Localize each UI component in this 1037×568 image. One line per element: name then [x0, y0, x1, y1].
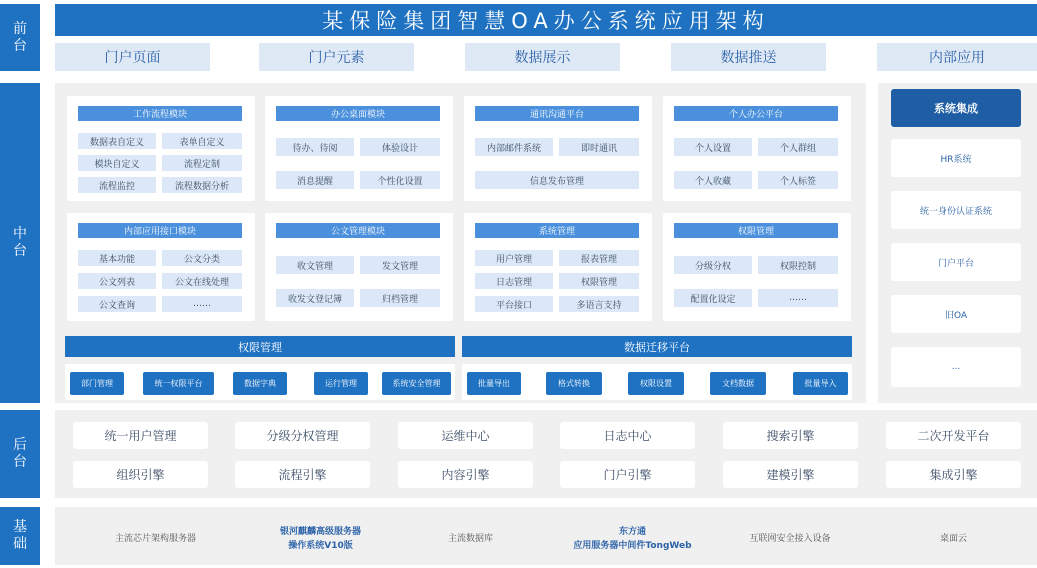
- back-item: 日志中心: [560, 422, 695, 449]
- module-item: 模块自定义: [78, 155, 156, 171]
- bar-button[interactable]: 数据字典: [233, 372, 287, 395]
- module-item: 基本功能: [78, 250, 156, 266]
- base-item: [73, 521, 238, 557]
- module-item: 消息提醒: [276, 171, 354, 189]
- back-item: 搜索引擎: [723, 422, 858, 449]
- integration-item: ...: [891, 347, 1021, 387]
- back-item: 门户引擎: [560, 461, 695, 488]
- base-item: [403, 521, 538, 557]
- base-item: [886, 521, 1021, 557]
- base-item-line: 主流数据库: [447, 534, 493, 544]
- module-item: 即时通讯: [559, 138, 639, 156]
- base-item-line: 操作系统V10版: [288, 541, 353, 551]
- module-item: 收发文登记簿: [276, 289, 354, 307]
- bar-button[interactable]: 系统安全管理: [382, 372, 451, 395]
- back-item: 建模引擎: [723, 461, 858, 488]
- integration-item: HR系统: [891, 139, 1021, 177]
- integration-item: 统一身份认证系统: [891, 191, 1021, 229]
- bar-button[interactable]: 统一权限平台: [143, 372, 214, 395]
- back-item: 内容引擎: [398, 461, 533, 488]
- module-title: 系统管理: [475, 223, 639, 238]
- integration-item: 门户平台: [891, 243, 1021, 281]
- base-item-line: 银河麒麟高级服务器: [279, 527, 361, 537]
- module-item: ……: [758, 289, 838, 307]
- layer-label-middle: 中台: [0, 83, 40, 403]
- module-item: 用户管理: [475, 250, 553, 266]
- integration-item: 旧OA: [891, 295, 1021, 333]
- back-item: 统一用户管理: [73, 422, 208, 449]
- module-item: 内部邮件系统: [475, 138, 553, 156]
- module-item: 公文列表: [78, 273, 156, 289]
- module-item: 发文管理: [360, 256, 440, 274]
- front-item: 门户页面: [55, 43, 210, 71]
- base-item: [238, 521, 403, 557]
- module-title: 通讯沟通平台: [475, 106, 639, 121]
- bar-button[interactable]: 部门管理: [70, 372, 124, 395]
- front-item: 数据推送: [671, 43, 826, 71]
- layer-label-base: 基础: [0, 507, 40, 565]
- module-item: 权限控制: [758, 256, 838, 274]
- base-item-line: 应用服务器中间件TongWeb: [573, 541, 692, 551]
- module-item: 信息发布管理: [475, 171, 639, 189]
- module-item: 个人收藏: [674, 171, 752, 189]
- base-item-line: 桌面云: [939, 534, 967, 544]
- module-item: 流程数据分析: [162, 177, 242, 193]
- module-item: 表单自定义: [162, 133, 242, 149]
- bar-button[interactable]: 运行管理: [314, 372, 368, 395]
- bar-button[interactable]: 格式转换: [546, 372, 602, 395]
- bar-button[interactable]: 批量导入: [793, 372, 848, 395]
- module-item: 数据表自定义: [78, 133, 156, 149]
- module-item: 权限管理: [559, 273, 639, 289]
- layer-label-front: 前台: [0, 4, 40, 71]
- page-title: 某保险集团智慧OA办公系统应用架构: [55, 4, 1037, 36]
- base-item-line: 主流芯片架构服务器: [114, 534, 196, 544]
- module-item: 分级分权: [674, 256, 752, 274]
- module-item: 日志管理: [475, 273, 553, 289]
- module-item: 个人群组: [758, 138, 838, 156]
- module-title: 个人办公平台: [674, 106, 838, 121]
- front-item: 门户元素: [259, 43, 414, 71]
- module-title: 权限管理: [674, 223, 838, 238]
- module-item: 体验设计: [360, 138, 440, 156]
- layer-label-back: 后台: [0, 410, 40, 498]
- module-title: 内部应用接口模块: [78, 223, 242, 238]
- module-item: 配置化设定: [674, 289, 752, 307]
- bar-button[interactable]: 权限设置: [628, 372, 684, 395]
- front-item: 内部应用: [877, 43, 1037, 71]
- module-title: 工作流程模块: [78, 106, 242, 121]
- front-item: 数据展示: [465, 43, 620, 71]
- base-item: [720, 521, 860, 557]
- module-item: 归档管理: [360, 289, 440, 307]
- bar-button[interactable]: 批量导出: [467, 372, 521, 395]
- module-item: 个人标签: [758, 171, 838, 189]
- module-item: 个性化设置: [360, 171, 440, 189]
- module-item: 待办、待阅: [276, 138, 354, 156]
- module-title: 公文管理模块: [276, 223, 440, 238]
- back-item: 集成引擎: [886, 461, 1021, 488]
- module-item: 流程定制: [162, 155, 242, 171]
- permission-bar: 权限管理: [65, 336, 455, 357]
- module-item: 平台接口: [475, 296, 553, 312]
- back-item: 流程引擎: [235, 461, 370, 488]
- module-item: 公文分类: [162, 250, 242, 266]
- module-item: 个人设置: [674, 138, 752, 156]
- data-migration-bar: 数据迁移平台: [462, 336, 852, 357]
- base-item-line: 东方通: [618, 527, 646, 537]
- back-item: 二次开发平台: [886, 422, 1021, 449]
- back-item: 运维中心: [398, 422, 533, 449]
- back-item: 组织引擎: [73, 461, 208, 488]
- module-item: ……: [162, 296, 242, 312]
- module-item: 流程监控: [78, 177, 156, 193]
- back-item: 分级分权管理: [235, 422, 370, 449]
- module-item: 多语言支持: [559, 296, 639, 312]
- base-item: [545, 521, 720, 557]
- module-item: 收文管理: [276, 256, 354, 274]
- base-item-line: 互联网安全接入设备: [749, 534, 831, 544]
- module-title: 办公桌面模块: [276, 106, 440, 121]
- integration-title: 系统集成: [891, 89, 1021, 127]
- module-item: 报表管理: [559, 250, 639, 266]
- module-item: 公文查询: [78, 296, 156, 312]
- module-item: 公文在线处理: [162, 273, 242, 289]
- bar-button[interactable]: 文档数据: [710, 372, 766, 395]
